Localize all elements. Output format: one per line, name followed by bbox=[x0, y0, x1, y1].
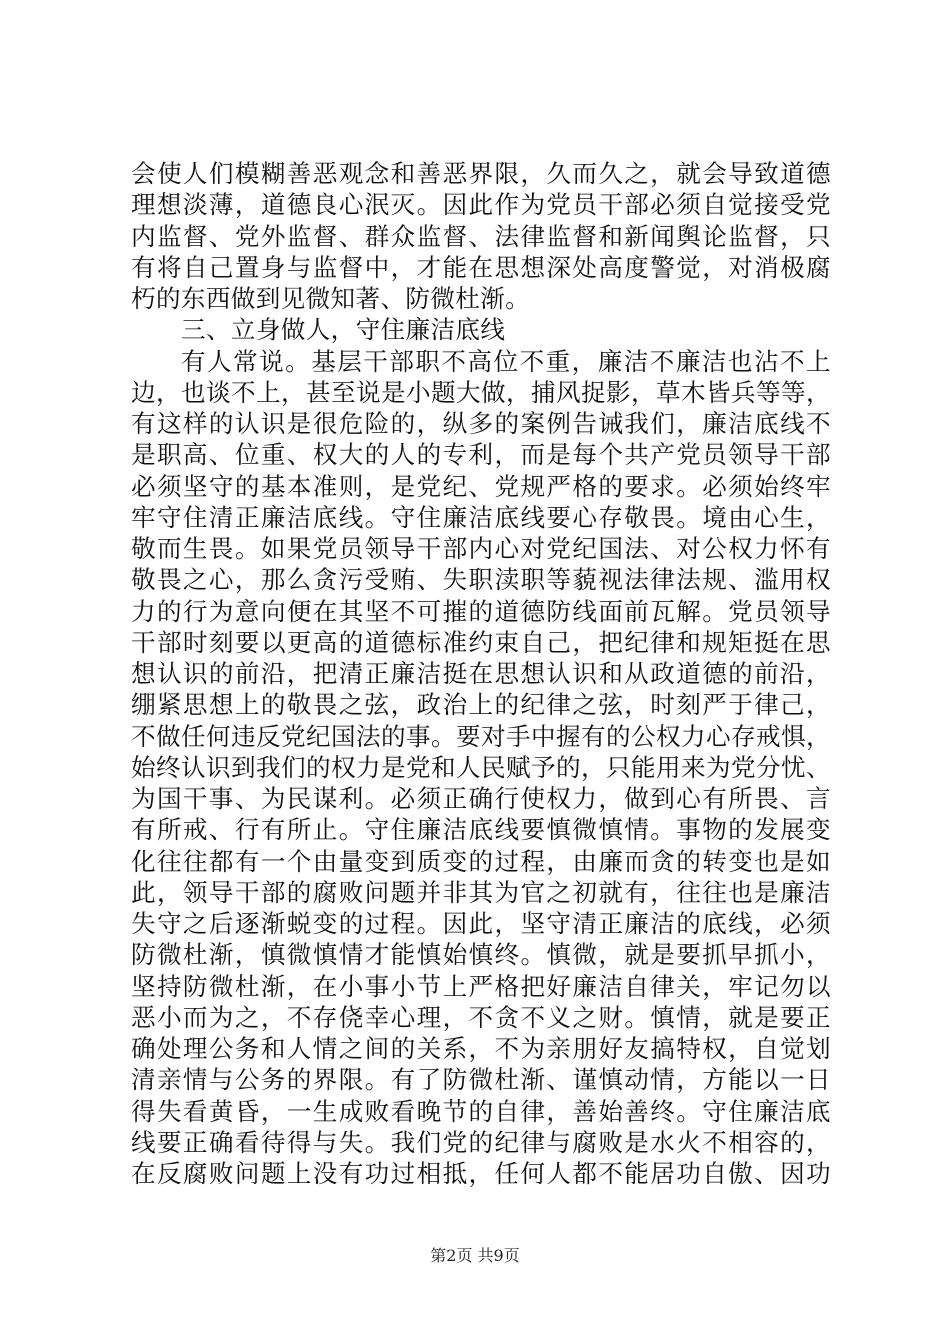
text-line: 牢守住清正廉洁底线。守住廉洁底线要心存敬畏。境由心生， bbox=[131, 502, 831, 532]
text-line: 边，也谈不上，甚至说是小题大做，捕风捉影，草木皆兵等等， bbox=[131, 377, 831, 407]
text-line: 始终认识到我们的权力是党和人民赋予的，只能用来为党分忧、 bbox=[131, 752, 831, 782]
text-line: 坚持防微杜渐，在小事小节上严格把好廉洁自律关，牢记勿以 bbox=[131, 971, 831, 1001]
text-line: 恶小而为之，不存侥幸心理，不贪不义之财。慎情，就是要正 bbox=[131, 1002, 831, 1032]
text-line: 得失看黄昏，一生成败看晚节的自律，善始善终。守住廉洁底 bbox=[131, 1096, 831, 1126]
text-line: 理想淡薄，道德良心泯灭。因此作为党员干部必须自觉接受党 bbox=[131, 190, 831, 220]
text-line: 化往往都有一个由量变到质变的过程，由廉而贪的转变也是如 bbox=[131, 846, 831, 876]
text-line: 内监督、党外监督、群众监督、法律监督和新闻舆论监督，只 bbox=[131, 221, 831, 251]
text-line: 是职高、位重、权大的人的专利，而是每个共产党员领导干部 bbox=[131, 440, 831, 470]
section-heading: 三、立身做人，守住廉洁底线 bbox=[181, 315, 506, 345]
text-line: 确处理公务和人情之间的关系，不为亲朋好友搞特权，自觉划 bbox=[131, 1034, 831, 1063]
text-line: 有所戒、行有所止。守住廉洁底线要慎微慎情。事物的发展变 bbox=[131, 815, 831, 845]
text-line: 会使人们模糊善恶观念和善恶界限，久而久之，就会导致道德 bbox=[131, 159, 831, 188]
body-text bbox=[131, 158, 831, 1189]
text-line: 在反腐败问题上没有功过相抵，任何人都不能居功自傲、因功 bbox=[131, 1159, 831, 1188]
text-line: 绷紧思想上的敬畏之弦，政治上的纪律之弦，时刻严于律己， bbox=[131, 690, 831, 720]
text-line: 清亲情与公务的界限。有了防微杜渐、谨慎动情，方能以一日 bbox=[131, 1065, 831, 1095]
page-number-label: 第2页 共9页 bbox=[430, 1246, 520, 1265]
text-line: 有将自己置身与监督中，才能在思想深处高度警觉，对消极腐 bbox=[131, 252, 831, 282]
text-line: 有这样的认识是很危险的，纵多的案例告诫我们，廉洁底线不 bbox=[131, 409, 831, 438]
text-line: 力的行为意向便在其坚不可摧的道德防线面前瓦解。党员领导 bbox=[131, 596, 831, 626]
text-line: 干部时刻要以更高的道德标准约束自己，把纪律和规矩挺在思 bbox=[131, 627, 831, 657]
text-line: 防微杜渐，慎微慎情才能慎始慎终。慎微，就是要抓早抓小， bbox=[131, 940, 831, 970]
text-line: 为国干事、为民谋利。必须正确行使权力，做到心有所畏、言 bbox=[131, 784, 831, 813]
text-line: 朽的东西做到见微知著、防微杜渐。 bbox=[131, 284, 531, 313]
text-line: 敬畏之心，那么贪污受贿、失职渎职等藐视法律法规、滥用权 bbox=[131, 565, 831, 595]
text-line: 不做任何违反党纪国法的事。要对手中握有的公权力心存戒惧， bbox=[131, 721, 831, 751]
text-line: 线要正确看待得与失。我们党的纪律与腐败是水火不相容的， bbox=[131, 1127, 831, 1157]
text-line: 有人常说。基层干部职不高位不重，廉洁不廉洁也沾不上 bbox=[181, 346, 831, 376]
text-line: 失守之后逐渐蜕变的过程。因此，坚守清正廉洁的底线，必须 bbox=[131, 909, 831, 938]
page-footer bbox=[0, 1243, 950, 1266]
text-line: 敬而生畏。如果党员领导干部内心对党纪国法、对公权力怀有 bbox=[131, 534, 831, 563]
text-line: 想认识的前沿，把清正廉洁挺在思想认识和从政道德的前沿， bbox=[131, 659, 831, 688]
text-line: 必须坚守的基本准则，是党纪、党规严格的要求。必须始终牢 bbox=[131, 471, 831, 501]
text-line: 此，领导干部的腐败问题并非其为官之初就有，往往也是廉洁 bbox=[131, 877, 831, 907]
